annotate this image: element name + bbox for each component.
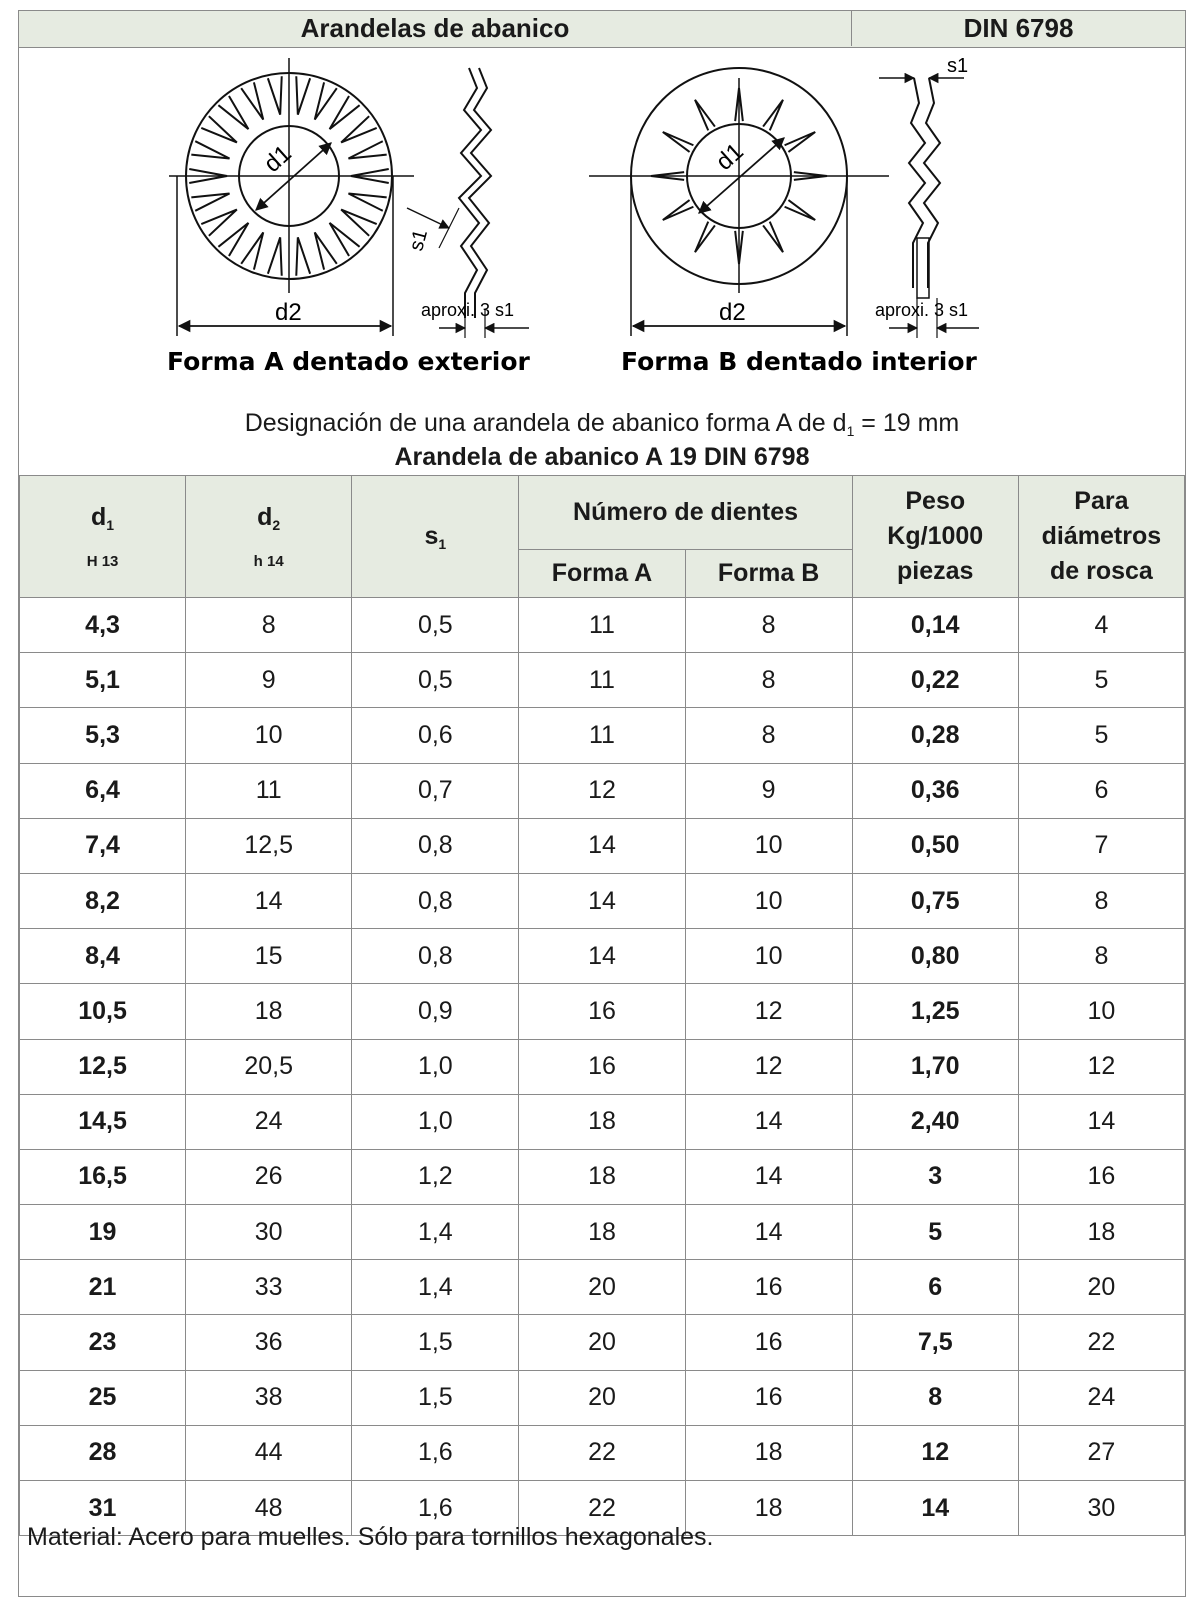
table-cell: 6 bbox=[1018, 763, 1184, 818]
forma-b-label: Forma B dentado interior bbox=[621, 347, 977, 376]
table-row bbox=[20, 873, 1185, 928]
table-cell: 38 bbox=[186, 1370, 352, 1425]
header-d1-sub: 1 bbox=[106, 517, 115, 533]
table-cell: 18 bbox=[685, 1481, 852, 1536]
outer-tooth bbox=[241, 82, 263, 119]
table-cell: 16 bbox=[685, 1370, 852, 1425]
table-cell: 18 bbox=[519, 1149, 685, 1204]
dimensions-table bbox=[19, 475, 1185, 1536]
table-cell: 8 bbox=[685, 653, 852, 708]
table-cell: 25 bbox=[20, 1370, 186, 1425]
table-cell: 10 bbox=[685, 873, 852, 928]
table-cell: 8 bbox=[685, 598, 852, 653]
table-cell: 0,36 bbox=[852, 763, 1018, 818]
outer-tooth bbox=[241, 232, 263, 269]
forma-a-label: Forma A dentado exterior bbox=[167, 347, 530, 376]
table-cell: 44 bbox=[186, 1425, 352, 1480]
header-teeth: Número de dientes bbox=[519, 476, 852, 550]
table-cell: 1,25 bbox=[852, 984, 1018, 1039]
table-cell: 3 bbox=[852, 1149, 1018, 1204]
d2-label-b: d2 bbox=[719, 299, 746, 326]
table-cell: 30 bbox=[186, 1205, 352, 1260]
table-cell: 12,5 bbox=[186, 818, 352, 873]
table-cell: 0,80 bbox=[852, 929, 1018, 984]
table-cell: 8 bbox=[1018, 873, 1184, 928]
header-d2-symbol: d bbox=[257, 503, 273, 531]
outer-tooth bbox=[315, 82, 337, 119]
table-cell: 0,28 bbox=[852, 708, 1018, 763]
table-cell: 12,5 bbox=[20, 1039, 186, 1094]
table-row bbox=[20, 1260, 1185, 1315]
table-cell: 16,5 bbox=[20, 1149, 186, 1204]
table-row bbox=[20, 1315, 1185, 1370]
header-peso: Peso Kg/1000 piezas bbox=[852, 476, 1018, 598]
designation-suffix: = 19 mm bbox=[854, 409, 960, 437]
table-cell: 15 bbox=[186, 929, 352, 984]
table-cell: 14 bbox=[519, 873, 685, 928]
table-cell: 1,70 bbox=[852, 1039, 1018, 1094]
table-cell: 8 bbox=[186, 598, 352, 653]
table-cell: 0,7 bbox=[352, 763, 519, 818]
table-cell: 0,9 bbox=[352, 984, 519, 1039]
table-cell: 18 bbox=[685, 1425, 852, 1480]
table-cell: 12 bbox=[1018, 1039, 1184, 1094]
outer-tooth bbox=[330, 96, 360, 129]
table-cell: 14 bbox=[685, 1205, 852, 1260]
table-cell: 2,40 bbox=[852, 1094, 1018, 1149]
forma-b-washer-drawing bbox=[589, 68, 979, 338]
outer-tooth bbox=[330, 223, 360, 256]
header-d1-symbol: d bbox=[91, 503, 107, 531]
table-cell: 11 bbox=[186, 763, 352, 818]
table-cell: 22 bbox=[1018, 1315, 1184, 1370]
table-cell: 24 bbox=[1018, 1370, 1184, 1425]
table-cell: 22 bbox=[519, 1481, 685, 1536]
table-cell: 14,5 bbox=[20, 1094, 186, 1149]
table-cell: 5 bbox=[1018, 708, 1184, 763]
table-cell: 27 bbox=[1018, 1425, 1184, 1480]
header-forma-b: Forma B bbox=[685, 550, 852, 598]
table-cell: 1,5 bbox=[352, 1370, 519, 1425]
table-cell: 33 bbox=[186, 1260, 352, 1315]
inner-tooth bbox=[695, 100, 715, 131]
table-cell: 0,5 bbox=[352, 598, 519, 653]
table-cell: 19 bbox=[20, 1205, 186, 1260]
table-cell: 8,4 bbox=[20, 929, 186, 984]
table-cell: 14 bbox=[1018, 1094, 1184, 1149]
table-cell: 20,5 bbox=[186, 1039, 352, 1094]
table-row bbox=[20, 763, 1185, 818]
inner-tooth bbox=[663, 200, 694, 220]
table-cell: 6 bbox=[852, 1260, 1018, 1315]
table-cell: 8 bbox=[852, 1370, 1018, 1425]
table-cell: 20 bbox=[519, 1370, 685, 1425]
table-cell: 0,8 bbox=[352, 873, 519, 928]
table-cell: 26 bbox=[186, 1149, 352, 1204]
table-cell: 4 bbox=[1018, 598, 1184, 653]
outer-tooth bbox=[348, 141, 386, 158]
table-cell: 18 bbox=[519, 1205, 685, 1260]
table-cell: 7 bbox=[1018, 818, 1184, 873]
header-d2 bbox=[186, 476, 352, 598]
table-cell: 12 bbox=[685, 984, 852, 1039]
outer-tooth bbox=[218, 96, 248, 129]
inner-tooth bbox=[763, 222, 783, 253]
table-cell: 30 bbox=[1018, 1481, 1184, 1536]
table-row bbox=[20, 1205, 1185, 1260]
standard-code: DIN 6798 bbox=[963, 13, 1074, 43]
table-row bbox=[20, 1039, 1185, 1094]
table-cell: 0,75 bbox=[852, 873, 1018, 928]
table-cell: 20 bbox=[519, 1260, 685, 1315]
outer-tooth bbox=[341, 116, 377, 142]
table-cell: 8,2 bbox=[20, 873, 186, 928]
table-cell: 16 bbox=[519, 984, 685, 1039]
table-cell: 8 bbox=[1018, 929, 1184, 984]
outer-tooth bbox=[296, 237, 310, 275]
table-cell: 10 bbox=[1018, 984, 1184, 1039]
table-cell: 16 bbox=[685, 1260, 852, 1315]
table-cell: 1,5 bbox=[352, 1315, 519, 1370]
inner-tooth bbox=[695, 222, 715, 253]
table-cell: 10 bbox=[685, 929, 852, 984]
outer-tooth bbox=[341, 210, 377, 236]
table-cell: 18 bbox=[186, 984, 352, 1039]
table-row bbox=[20, 1425, 1185, 1480]
table-row bbox=[20, 929, 1185, 984]
inner-tooth bbox=[785, 200, 816, 220]
table-cell: 0,8 bbox=[352, 929, 519, 984]
washer-diagram bbox=[19, 48, 1185, 388]
table-cell: 10,5 bbox=[20, 984, 186, 1039]
header-s1-symbol: s bbox=[424, 521, 439, 550]
s1-label-a: s1 bbox=[405, 227, 433, 254]
header-s1 bbox=[352, 476, 519, 598]
table-cell: 12 bbox=[519, 763, 685, 818]
table-row bbox=[20, 818, 1185, 873]
designation-prefix: Designación de una arandela de abanico forma A de d bbox=[244, 409, 847, 437]
table-cell: 31 bbox=[20, 1481, 186, 1536]
table-cell: 0,50 bbox=[852, 818, 1018, 873]
spec-sheet bbox=[18, 10, 1186, 1597]
table-cell: 5,3 bbox=[20, 708, 186, 763]
outer-tooth bbox=[296, 76, 310, 114]
table-cell: 1,0 bbox=[352, 1039, 519, 1094]
table-cell: 14 bbox=[519, 818, 685, 873]
inner-tooth bbox=[663, 132, 694, 152]
table-row bbox=[20, 653, 1185, 708]
table-cell: 0,8 bbox=[352, 818, 519, 873]
table-cell: 11 bbox=[519, 598, 685, 653]
table-cell: 48 bbox=[186, 1481, 352, 1536]
d1-label-a: d1 bbox=[258, 139, 297, 178]
table-row bbox=[20, 984, 1185, 1039]
table-cell: 1,2 bbox=[352, 1149, 519, 1204]
table-cell: 12 bbox=[685, 1039, 852, 1094]
table-row bbox=[20, 708, 1185, 763]
header-para: Para diámetros de rosca bbox=[1018, 476, 1184, 598]
table-cell: 10 bbox=[186, 708, 352, 763]
table-cell: 28 bbox=[20, 1425, 186, 1480]
table-cell: 18 bbox=[1018, 1205, 1184, 1260]
table-cell: 11 bbox=[519, 653, 685, 708]
table-cell: 1,6 bbox=[352, 1481, 519, 1536]
table-cell: 21 bbox=[20, 1260, 186, 1315]
designation-example: Arandela de abanico A 19 DIN 6798 bbox=[394, 443, 810, 471]
table-cell: 1,4 bbox=[352, 1260, 519, 1315]
table-cell: 16 bbox=[685, 1315, 852, 1370]
table-cell: 4,3 bbox=[20, 598, 186, 653]
sheet-title: Arandelas de abanico bbox=[19, 11, 852, 46]
table-cell: 20 bbox=[1018, 1260, 1184, 1315]
outer-tooth bbox=[191, 193, 229, 210]
outer-tooth bbox=[218, 223, 248, 256]
table-cell: 11 bbox=[519, 708, 685, 763]
table-cell: 5,1 bbox=[20, 653, 186, 708]
table-row bbox=[20, 1094, 1185, 1149]
table-cell: 6,4 bbox=[20, 763, 186, 818]
table-cell: 1,0 bbox=[352, 1094, 519, 1149]
table-cell: 36 bbox=[186, 1315, 352, 1370]
outer-tooth bbox=[268, 76, 282, 114]
table-cell: 22 bbox=[519, 1425, 685, 1480]
table-row bbox=[20, 598, 1185, 653]
table-row bbox=[20, 1149, 1185, 1204]
table-cell: 12 bbox=[852, 1425, 1018, 1480]
material-note: Material: Acero para muelles. Sólo para tornillos hexagonales. bbox=[27, 1523, 714, 1551]
table-cell: 1,6 bbox=[352, 1425, 519, 1480]
table-cell: 24 bbox=[186, 1094, 352, 1149]
table-cell: 18 bbox=[519, 1094, 685, 1149]
table-cell: 7,4 bbox=[20, 818, 186, 873]
table-cell: 8 bbox=[685, 708, 852, 763]
aprox-label-b: aproxi. 3 s1 bbox=[875, 300, 969, 320]
inner-tooth bbox=[785, 132, 816, 152]
outer-tooth bbox=[191, 141, 229, 158]
table-cell: 1,4 bbox=[352, 1205, 519, 1260]
table-cell: 10 bbox=[685, 818, 852, 873]
inner-tooth bbox=[763, 100, 783, 131]
table-cell: 14 bbox=[685, 1094, 852, 1149]
table-body bbox=[20, 598, 1185, 1536]
header-s1-sub: 1 bbox=[438, 535, 447, 552]
table-row bbox=[20, 1370, 1185, 1425]
outer-tooth bbox=[201, 116, 237, 142]
title-bar bbox=[19, 11, 1185, 48]
table-cell: 0,6 bbox=[352, 708, 519, 763]
table-cell: 14 bbox=[519, 929, 685, 984]
aprox-label-a: aproxi. 3 s1 bbox=[421, 300, 515, 320]
d2-label-a: d2 bbox=[275, 299, 302, 326]
table-cell: 14 bbox=[685, 1149, 852, 1204]
header-forma-a: Forma A bbox=[519, 550, 685, 598]
table-cell: 16 bbox=[1018, 1149, 1184, 1204]
table-cell: 0,5 bbox=[352, 653, 519, 708]
outer-tooth bbox=[348, 193, 386, 210]
designation-line bbox=[19, 409, 1185, 439]
outer-tooth bbox=[201, 210, 237, 236]
designation-sub: 1 bbox=[846, 423, 855, 439]
table-cell: 20 bbox=[519, 1315, 685, 1370]
table-cell: 9 bbox=[685, 763, 852, 818]
forma-a-washer-drawing bbox=[169, 58, 529, 338]
header-d2-sub: 2 bbox=[272, 517, 281, 533]
header-d2-tolerance: h 14 bbox=[253, 553, 284, 570]
table-cell: 14 bbox=[186, 873, 352, 928]
table-cell: 9 bbox=[186, 653, 352, 708]
table-cell: 5 bbox=[852, 1205, 1018, 1260]
outer-tooth bbox=[268, 237, 282, 275]
header-d1-tolerance: H 13 bbox=[86, 553, 119, 570]
outer-tooth bbox=[315, 232, 337, 269]
table-cell: 0,14 bbox=[852, 598, 1018, 653]
s1-label-b: s1 bbox=[947, 55, 969, 77]
table-cell: 7,5 bbox=[852, 1315, 1018, 1370]
table-cell: 0,22 bbox=[852, 653, 1018, 708]
table-cell: 5 bbox=[1018, 653, 1184, 708]
header-d1 bbox=[20, 476, 186, 598]
d1-label-b: d1 bbox=[710, 137, 749, 176]
table-cell: 23 bbox=[20, 1315, 186, 1370]
table-cell: 16 bbox=[519, 1039, 685, 1094]
table-cell: 14 bbox=[852, 1481, 1018, 1536]
